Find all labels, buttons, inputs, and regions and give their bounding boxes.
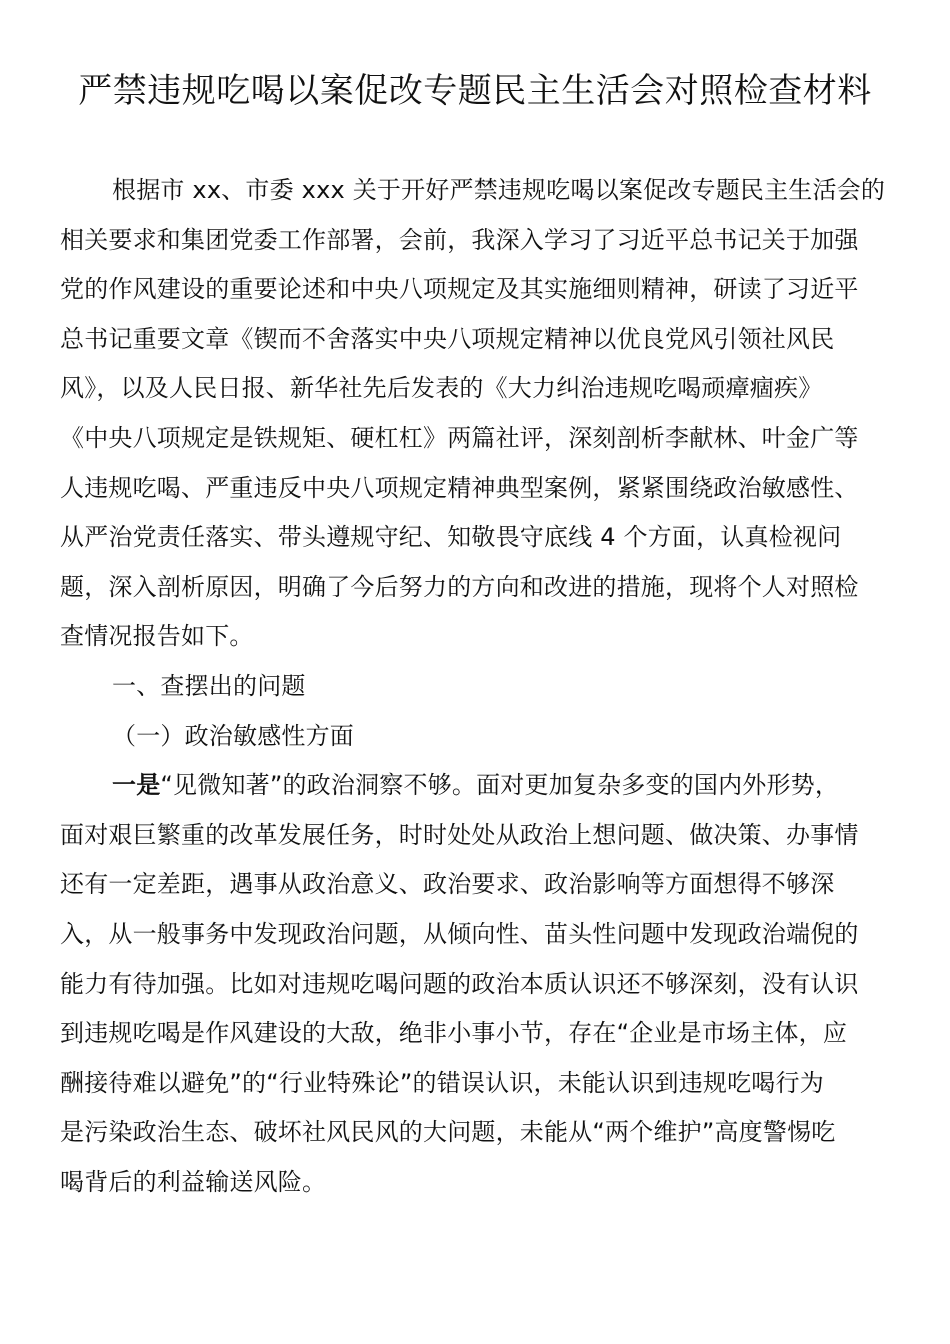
paragraph-line: 还有一定差距，遇事从政治意义、政治要求、政治影响等方面想得不够深 xyxy=(60,870,835,899)
paragraph-line: 风》，以及人民日报、新华社先后发表的《大力纠治违规吃喝顽瘴痼疾》 xyxy=(60,374,823,403)
paragraph-line: 从严治党责任落实、带头遵规守纪、知敬畏守底线 4 个方面，认真检视问 xyxy=(60,523,842,552)
paragraph-line: 酬接待难以避免”的“行业特殊论”的错误认识，未能认识到违规吃喝行为 xyxy=(60,1068,824,1097)
document-body xyxy=(60,166,890,1207)
point-first-line-text: “见微知著”的政治洞察不够。面对更加复杂多变的国内外形势， xyxy=(160,771,840,800)
paragraph-line: 是污染政治生态、破坏社风民风的大问题，未能从“两个维护”高度警惕吃 xyxy=(60,1118,836,1147)
subsection-heading: （一）政治敏感性方面 xyxy=(112,721,354,750)
paragraph-line: 能力有待加强。比如对违规吃喝问题的政治本质认识还不够深刻，没有认识 xyxy=(60,969,859,998)
paragraph-line: 总书记重要文章《锲而不舍落实中央八项规定精神以优良党风引领社风民 xyxy=(60,324,835,353)
document-title: 严禁违规吃喝以案促改专题民主生活会对照检查材料 xyxy=(78,71,872,111)
paragraph-line: 喝背后的利益输送风险。 xyxy=(60,1167,327,1196)
paragraph-line: 根据市 xx、市委 xxx 关于开好严禁违规吃喝以案促改专题民主生活会的 xyxy=(112,176,886,204)
paragraph-line: 人违规吃喝、严重违反中央八项规定精神典型案例，紧紧围绕政治敏感性、 xyxy=(60,473,859,502)
paragraph-line: 相关要求和集团党委工作部署，会前，我深入学习了习近平总书记关于加强 xyxy=(60,225,859,254)
paragraph-line: 到违规吃喝是作风建设的大敌，绝非小事小节，存在“企业是市场主体，应 xyxy=(60,1019,848,1048)
paragraph-line: 查情况报告如下。 xyxy=(60,622,254,651)
paragraph-line: 题，深入剖析原因，明确了今后努力的方向和改进的措施，现将个人对照检 xyxy=(60,572,859,601)
paragraph-line: 党的作风建设的重要论述和中央八项规定及其实施细则精神，研读了习近平 xyxy=(60,275,859,304)
point-label: 一是 xyxy=(112,771,161,800)
section-heading: 一、查摆出的问题 xyxy=(112,671,306,700)
point-first-line xyxy=(60,761,890,811)
paragraph-line: 《中央八项规定是铁规矩、硬杠杠》两篇社评，深刻剖析李献林、叶金广等 xyxy=(60,423,859,452)
paragraph-line: 面对艰巨繁重的改革发展任务，时时处处从政治上想问题、做决策、办事情 xyxy=(60,820,859,849)
paragraph-line: 入，从一般事务中发现政治问题，从倾向性、苗头性问题中发现政治端倪的 xyxy=(60,919,859,948)
